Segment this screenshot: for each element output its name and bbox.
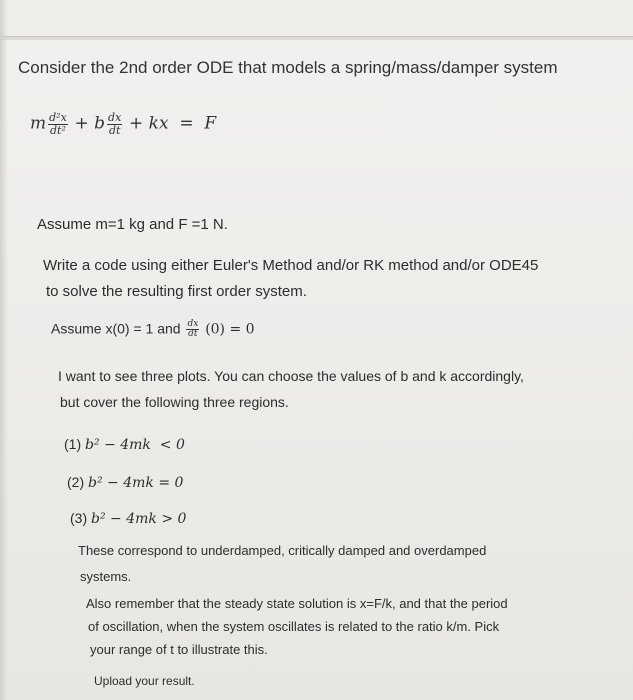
region-1-label: (1) [64,436,82,452]
eq-dx: dx [108,111,122,124]
plots-line-1: I want to see three plots. You can choose the values of b and k accordingly, [58,368,524,384]
initial-conditions [51,320,255,340]
eq-dt2: dt² [50,123,66,137]
region-2 [67,474,183,491]
correspond-line-2: systems. [80,569,132,584]
region-1 [64,436,185,453]
initial-suffix: (0) = 0 [205,321,255,338]
region-2-label: (2) [67,474,85,490]
region-1-expr: b² − 4mk < 0 [85,437,185,453]
top-bar [0,0,633,40]
plots-line-2: but cover the following three regions. [60,394,289,410]
ode-equation [30,112,216,136]
remember-line-1: Also remember that the steady state solution is x=F/k, and that the period [86,596,508,611]
initial-dt: dt [188,329,198,340]
region-3 [70,510,186,527]
region-2-expr: b² − 4mk = 0 [88,475,184,491]
assume-values-text: Assume m=1 kg and F =1 N. [37,216,228,233]
region-3-label: (3) [70,510,88,526]
eq-plus-b: + b [74,113,106,134]
eq-dt: dt [108,123,121,137]
intro-text: Consider the 2nd order ODE that models a spring/mass/damper system [18,58,558,77]
eq-rest: + kx = F [129,113,217,134]
task-line-1: Write a code using either Euler's Method and/or RK method and/or ODE45 [43,257,539,274]
upload-text: Upload your result. [94,674,195,688]
correspond-line-1: These correspond to underdamped, critically damped and overdamped [78,543,487,558]
region-3-expr: b² − 4mk > 0 [91,511,187,527]
remember-line-2: of oscillation, when the system oscillates is related to the ratio k/m. Pick [88,619,500,634]
initial-prefix: Assume x(0) = 1 and [51,320,181,337]
task-line-2: to solve the resulting first order system. [46,283,307,300]
eq-d2x: d²x [49,111,67,124]
eq-m: m [30,113,47,134]
initial-dx: dx [187,319,199,329]
remember-line-3: your range of t to illustrate this. [90,642,268,657]
